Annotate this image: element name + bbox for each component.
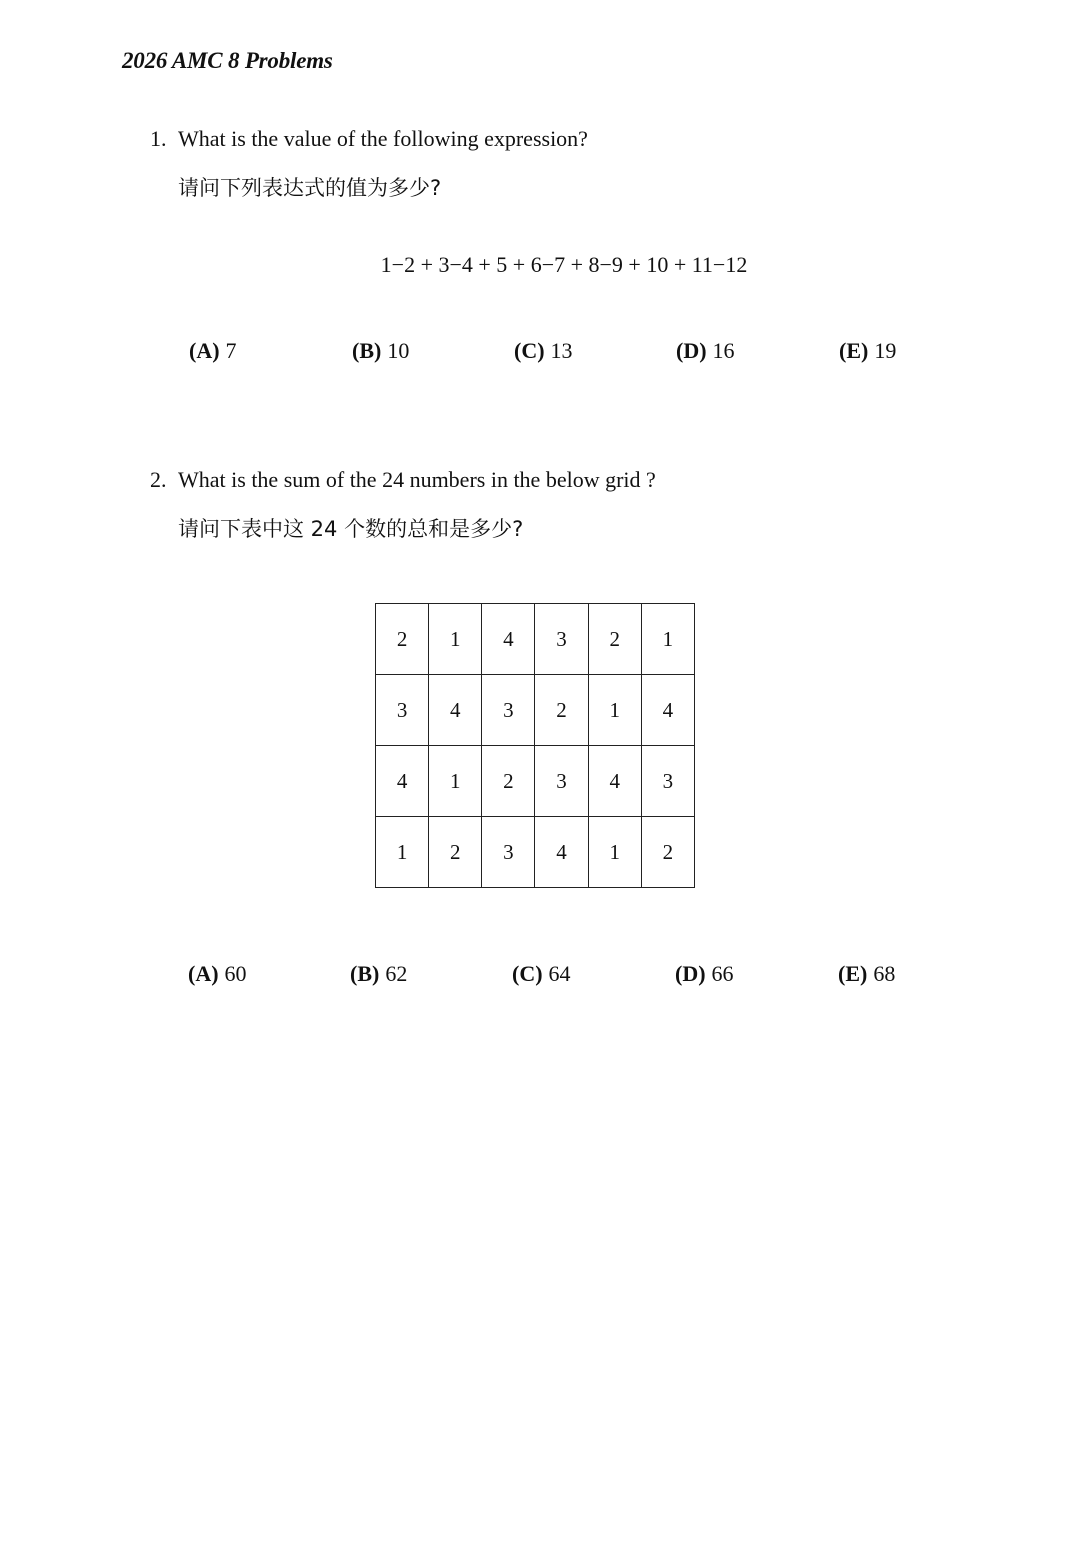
grid-cell: 3 (482, 817, 535, 888)
problem-2-text-cn: 请问下表中这 24 个数的总和是多少? (178, 517, 524, 541)
problem-1-question (150, 126, 588, 152)
grid-row (376, 675, 695, 746)
problem-2-choice-e[interactable] (838, 961, 895, 987)
choice-value: 60 (224, 961, 247, 986)
grid-cell: 2 (482, 746, 535, 817)
choice-letter: (E) (838, 961, 868, 986)
problem-2-choices (0, 961, 1080, 991)
grid-cell: 1 (429, 746, 482, 817)
grid-cell: 4 (641, 675, 694, 746)
grid-cell: 1 (588, 675, 641, 746)
choice-letter: (B) (350, 961, 380, 986)
choice-letter: (B) (352, 338, 382, 363)
grid-cell: 1 (641, 604, 694, 675)
grid-cell: 4 (535, 817, 588, 888)
grid-cell: 3 (535, 604, 588, 675)
choice-value: 64 (548, 961, 571, 986)
problem-1-expression: 1−2 + 3−4 + 5 + 6−7 + 8−9 + 10 + 11−12 (380, 252, 748, 277)
page-title: 2026 AMC 8 Problems (122, 48, 333, 73)
grid-cell: 1 (588, 817, 641, 888)
grid-cell: 3 (482, 675, 535, 746)
choice-value: 13 (550, 338, 573, 363)
grid-cell: 4 (588, 746, 641, 817)
grid-cell: 2 (588, 604, 641, 675)
choice-letter: (A) (189, 338, 220, 363)
grid-cell: 3 (376, 675, 429, 746)
choice-value: 62 (385, 961, 408, 986)
problem-2-question (150, 467, 656, 493)
problem-2-number: 2. (150, 467, 167, 492)
choice-letter: (A) (188, 961, 219, 986)
choice-value: 66 (711, 961, 734, 986)
problem-1-choice-b[interactable] (352, 338, 409, 364)
choice-letter: (D) (675, 961, 706, 986)
problem-1-number: 1. (150, 126, 167, 151)
grid-cell: 4 (376, 746, 429, 817)
grid-cell: 2 (376, 604, 429, 675)
number-grid (375, 603, 695, 888)
choice-value: 16 (712, 338, 735, 363)
grid-cell: 1 (429, 604, 482, 675)
choice-letter: (E) (839, 338, 869, 363)
problem-1-choices (0, 338, 1080, 368)
problem-1-choice-d[interactable] (676, 338, 735, 364)
problem-1-text-cn: 请问下列表达式的值为多少? (178, 176, 442, 200)
problem-2-choice-c[interactable] (512, 961, 571, 987)
grid-cell: 3 (535, 746, 588, 817)
grid-cell: 4 (482, 604, 535, 675)
grid-cell: 4 (429, 675, 482, 746)
choice-letter: (C) (512, 961, 543, 986)
grid-cell: 2 (535, 675, 588, 746)
choice-value: 10 (387, 338, 410, 363)
choice-letter: (C) (514, 338, 545, 363)
problem-1-choice-e[interactable] (839, 338, 896, 364)
choice-value: 19 (874, 338, 897, 363)
problem-2-choice-a[interactable] (188, 961, 247, 987)
choice-letter: (D) (676, 338, 707, 363)
choice-value: 7 (225, 338, 237, 363)
grid-cell: 2 (429, 817, 482, 888)
problem-1-text-en: What is the value of the following expression? (178, 126, 588, 151)
grid-row (376, 817, 695, 888)
problem-2-text-en: What is the sum of the 24 numbers in the below grid ? (178, 467, 656, 492)
problem-1-choice-a[interactable] (189, 338, 237, 364)
problem-2-choice-b[interactable] (350, 961, 407, 987)
grid-cell: 2 (641, 817, 694, 888)
grid-cell: 3 (641, 746, 694, 817)
grid-cell: 1 (376, 817, 429, 888)
grid-row (376, 604, 695, 675)
problem-2-choice-d[interactable] (675, 961, 734, 987)
problem-1-choice-c[interactable] (514, 338, 573, 364)
grid-row (376, 746, 695, 817)
choice-value: 68 (873, 961, 896, 986)
